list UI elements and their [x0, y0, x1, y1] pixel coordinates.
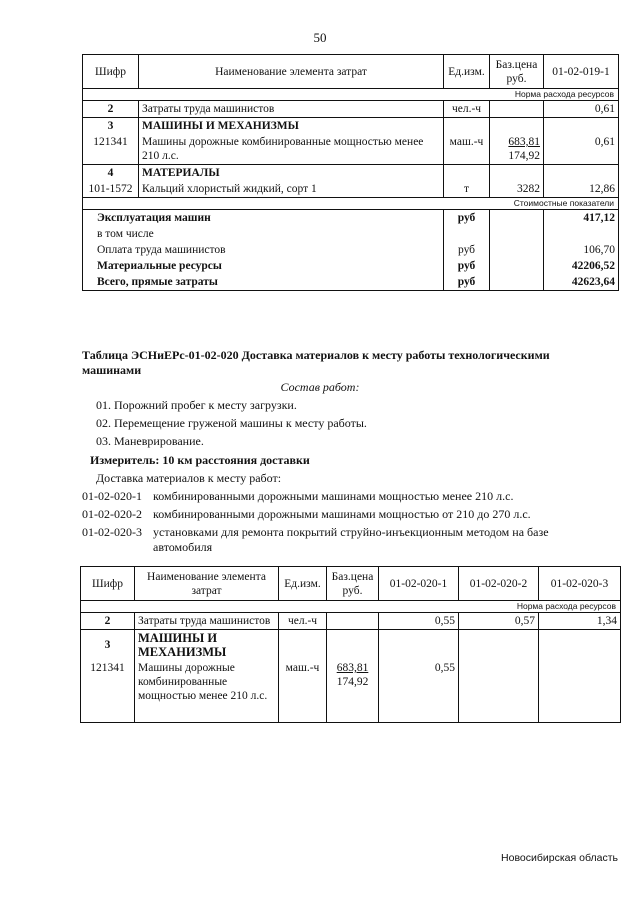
header-name: Наименование элемента затрат — [135, 567, 279, 601]
table-row: 121341 Машины дорожные комбинированные мощностью менее 210 л.с. маш.-ч 683,81 174,92 0,61 — [83, 134, 619, 165]
code-label: 01-02-020-2 — [82, 507, 142, 521]
header-price: Баз.цена руб. — [490, 55, 544, 89]
code-description: установками для ремонта покрытий струйно-инъекционным методом на базе автомобиля — [153, 525, 549, 554]
resource-table-01-02-019 — [82, 54, 619, 291]
delivery-intro: Доставка материалов к месту работ: — [96, 471, 282, 485]
header-norm-code-3: 01-02-020-3 — [539, 567, 621, 601]
footer-region: Новосибирская область — [501, 852, 618, 864]
measurer: Измеритель: 10 км расстояния доставки — [90, 453, 310, 467]
header-unit: Ед.изм. — [279, 567, 327, 601]
norms-label: Норма расхода ресурсов — [83, 89, 619, 101]
resource-table-01-02-020 — [80, 566, 621, 723]
cost-row: Материальные ресурсы руб 42206,52 — [83, 258, 619, 274]
table-row: 4 МАТЕРИАЛЫ — [83, 165, 619, 182]
cost-row: в том числе — [83, 226, 619, 242]
table-row: 2 Затраты труда машинистов чел.-ч 0,55 0,57 1,34 — [81, 613, 621, 630]
header-price: Баз.цена руб. — [327, 567, 379, 601]
composition-label: Состав работ: — [280, 380, 360, 394]
header-norm-code: 01-02-019-1 — [544, 55, 619, 89]
header-code: Шифр — [83, 55, 139, 89]
norms-label: Норма расхода ресурсов — [81, 601, 621, 613]
table-row: 101-1572 Кальций хлористый жидкий, сорт 1 т 3282 12,86 — [83, 181, 619, 198]
work-step: 02. Перемещение груженой машины к месту работы. — [96, 416, 367, 430]
code-label: 01-02-020-1 — [82, 489, 142, 503]
page-number: 50 — [313, 30, 327, 45]
code-description: комбинированными дорожными машинами мощностью менее 210 л.с. — [153, 489, 514, 503]
cost-row: Эксплуатация машин руб 417,12 — [83, 210, 619, 227]
header-norm-code-1: 01-02-020-1 — [379, 567, 459, 601]
code-description: комбинированными дорожными машинами мощностью от 210 до 270 л.с. — [153, 507, 531, 521]
table-row: 2 Затраты труда машинистов чел.-ч 0,61 — [83, 101, 619, 118]
table-row: 3 МАШИНЫ И МЕХАНИЗМЫ — [81, 630, 621, 661]
header-norm-code-2: 01-02-020-2 — [459, 567, 539, 601]
table-row: 121341 Машины дорожные комбинированные мощностью менее 210 л.с. маш.-ч 683,81 174,92 0,55 — [81, 660, 621, 722]
header-name: Наименование элемента затрат — [139, 55, 444, 89]
header-unit: Ед.изм. — [444, 55, 490, 89]
header-code: Шифр — [81, 567, 135, 601]
cost-row: Оплата труда машинистов руб 106,70 — [83, 242, 619, 258]
code-label: 01-02-020-3 — [82, 525, 142, 539]
cost-row: Всего, прямые затраты руб 42623,64 — [83, 274, 619, 291]
work-step: 01. Порожний пробег к месту загрузки. — [96, 398, 297, 412]
work-step: 03. Маневрирование. — [96, 434, 204, 448]
table-row: 3 МАШИНЫ И МЕХАНИЗМЫ — [83, 118, 619, 135]
cost-label: Стоимостные показатели — [83, 198, 619, 210]
table2-title: Таблица ЭСНиЕРс-01-02-020 Доставка материалов к месту работы технологическими машинами — [82, 348, 550, 377]
